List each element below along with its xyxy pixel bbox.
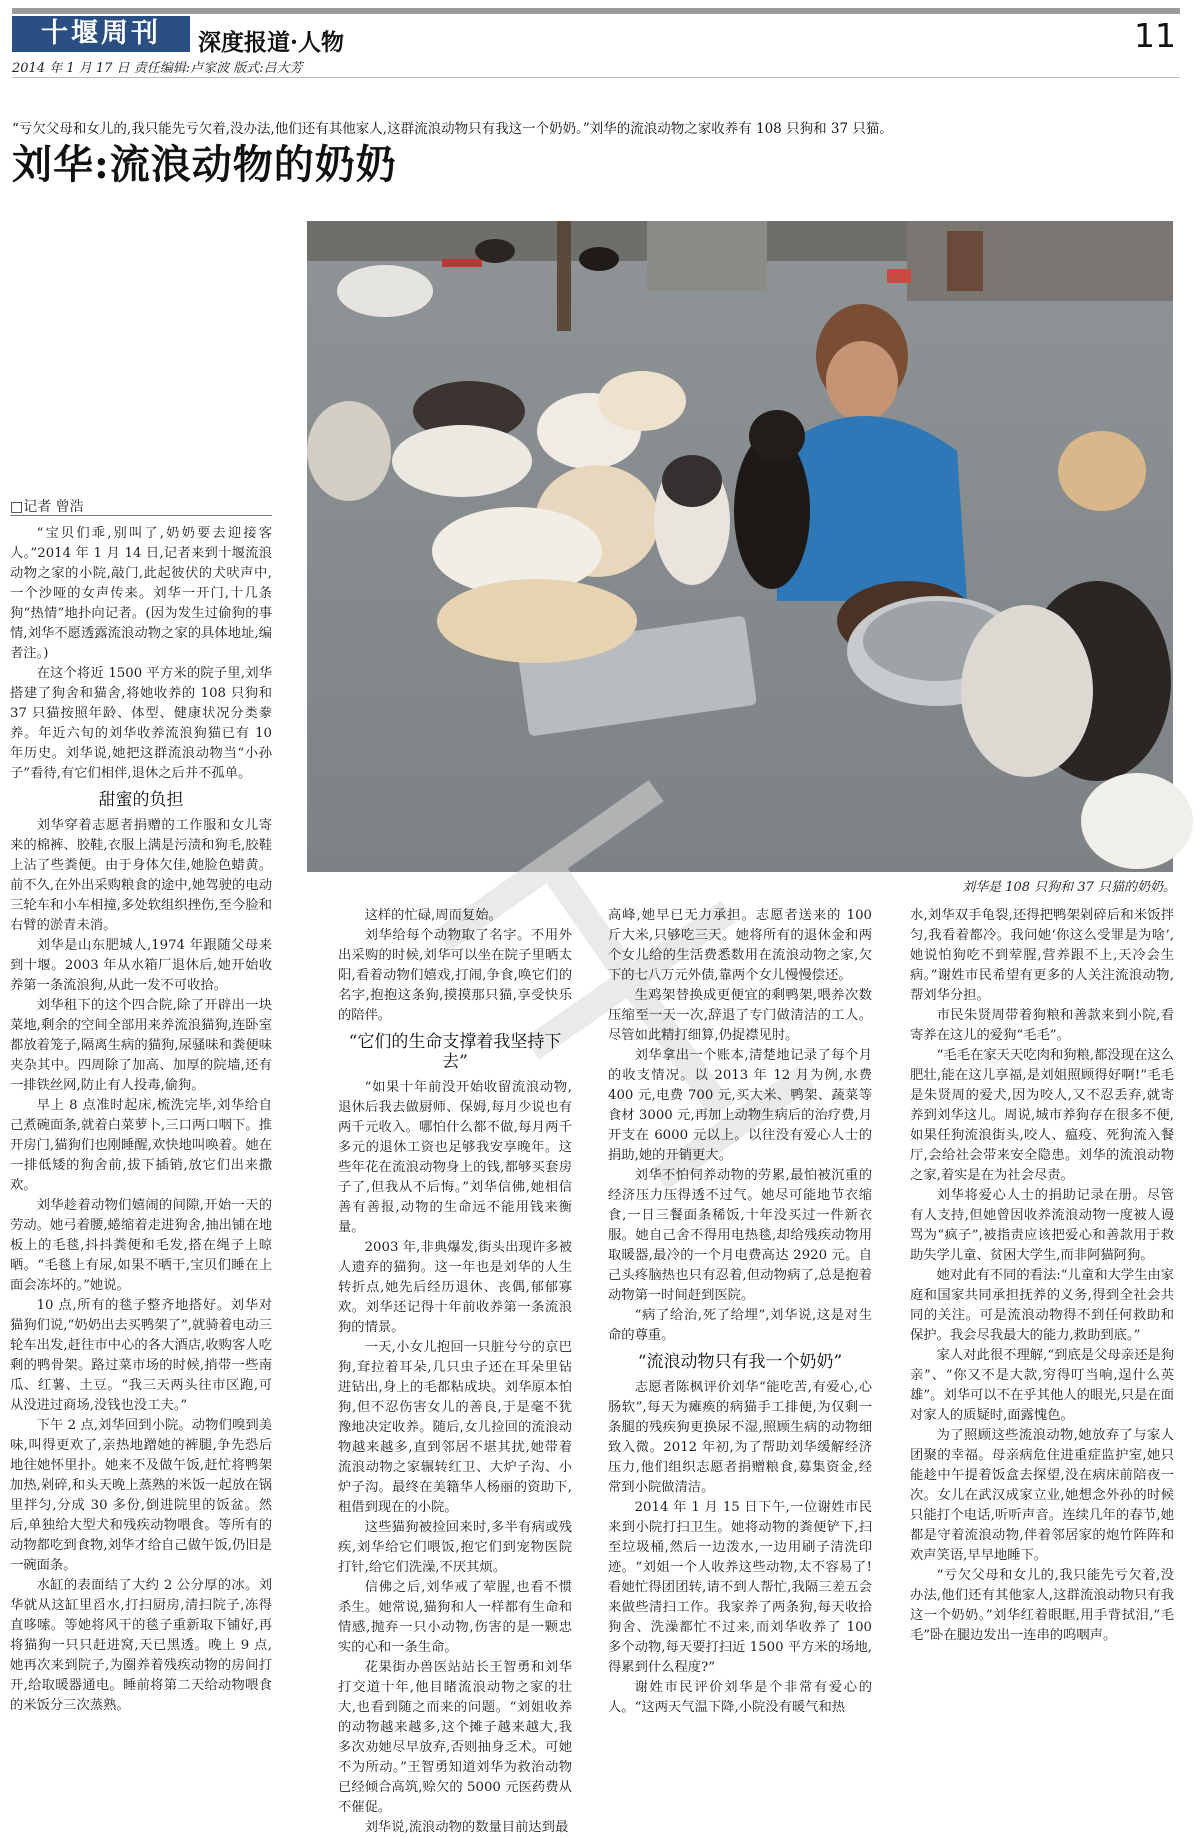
paragraph: 生鸡架替换成更便宜的剩鸭架,喂养次数压缩至一天一次,辞退了专门做清洁的工人。尽管如此精打细算,仍捉襟见肘。 <box>608 988 872 1043</box>
paragraph: 谢姓市民评价刘华是个非常有爱心的人。“这两天气温下降,小院没有暖气和热 <box>608 1680 872 1715</box>
lead-quote: “亏欠父母和女儿的,我只能先亏欠着,没办法,他们还有其他家人,这群流浪动物只有我这一个奶奶。”刘华的流浪动物之家收养有 108 只狗和 37 只猫。 <box>12 121 893 137</box>
subheading: “它们的生命支撑着我坚持下去” <box>348 1032 562 1072</box>
paragraph: 水,刘华双手龟裂,还得把鸭架剁碎后和米饭拌匀,我看着都冷。我问她‘你这么受罪是为啥’,她说怕狗吃不到荤腥,营养跟不上,天冷会生病。”谢姓市民希望有更多的人关注流浪动物,帮刘华分担。 <box>910 908 1174 1003</box>
paragraph: 她对此有不同的看法:“儿童和大学生由家庭和国家共同承担抚养的义务,得到全社会共同的关注。可是流浪动物得不到任何救助和保护。我会尽我最大的能力,救助到底。” <box>910 1268 1174 1343</box>
photo-caption: 刘华是 108 只狗和 37 只猫的奶奶。 <box>962 880 1176 895</box>
paragraph: 10 点,所有的毯子整齐地搭好。刘华对猫狗们说,“奶奶出去买鸭架了”,就骑着电动三轮车出发,赶往市中心的各大酒店,收购客人吃剩的鸭骨架。路过菜市场的时候,捎带一些南瓜、红薯、土豆。“我三天两头往市区跑,可从没进过商场,没钱也没工夫。” <box>10 1298 272 1413</box>
byline-rule <box>10 515 272 516</box>
byline: □记者 曾浩 <box>10 499 84 515</box>
paragraph: 刘华说,流浪动物的数量目前达到最 <box>364 1820 569 1835</box>
paragraph: 刘华穿着志愿者捐赠的工作服和女儿寄来的棉裤、胶鞋,衣服上满是污渍和狗毛,胶鞋上沾了些粪便。由于身体欠佳,她脸色蜡黄。前不久,在外出采购粮食的途中,她驾驶的电动三轮车和小车相撞,多处软组织挫伤,至今脸和右臂的淤青未消。 <box>10 818 272 933</box>
header-rule <box>12 77 1180 78</box>
article-column-1 <box>10 524 272 1713</box>
subheading: 甜蜜的负担 <box>98 790 184 810</box>
paragraph: 刘华拿出一个账本,清楚地记录了每个月的收支情况。以 2013 年 12 月为例,水费 400 元,电费 700 元,买大米、鸭架、蔬菜等食材 3000 元,再加上动物生病后的治疗费,月开支在 6000 元以上。以往没有爱心人士的捐助,她的开销更大。 <box>608 1048 872 1163</box>
top-rule <box>12 8 1180 14</box>
paragraph: 信佛之后,刘华戒了荤腥,也看不惯杀生。她常说,猫狗和人一样都有生命和情感,抛弃一只小动物,伤害的是一颗忠实的心和一条生命。 <box>338 1580 572 1655</box>
issue-line: 2014 年 1 月 17 日 责任编辑:卢家波 版式:吕大芳 <box>12 61 303 76</box>
page-number: 11 <box>1134 16 1176 55</box>
paragraph: “宝贝们乖,别叫了,奶奶要去迎接客人。”2014 年 1 月 14 日,记者来到十堰流浪动物之家的小院,敲门,此起彼伏的犬吠声中,一个沙哑的女声传来。刘华一开门,十几条狗“热情”地扑向记者。(因为发生过偷狗的事情,刘华不愿透露流浪动物之家的具体地址,编者注。) <box>10 526 272 661</box>
article-column-4 <box>910 906 1174 1704</box>
paragraph: 水缸的表面结了大约 2 公分厚的冰。刘华就从这缸里舀水,打扫厨房,清扫院子,冻得直哆嗦。等她将风干的毯子重新取下铺好,再将猫狗一只只赶进窝,天已黑透。晚上 9 点,她再次来到院子,为圈养着残疾动物的房间打开,给取暖器通电。睡前将第二天给动物喂食的米饭分三次蒸熟。 <box>10 1578 272 1713</box>
paragraph: 这些猫狗被捡回来时,多半有病或残疾,刘华给它们喂饭,抱它们到宠物医院打针,给它们洗澡,不厌其烦。 <box>338 1520 572 1575</box>
paragraph: 为了照顾这些流浪动物,她放弃了与家人团聚的幸福。母亲病危住进重症监护室,她只能趁中午提着饭盒去探望,没在病床前陪夜一次。女儿在武汉成家立业,她想念外孙的时候只能打个电话,听听声音。连续几年的春节,她都是守着流浪动物,伴着邻居家的炮竹阵阵和欢声笑语,早早地睡下。 <box>910 1428 1174 1563</box>
paragraph: “亏欠父母和女儿的,我只能先亏欠着,没办法,他们还有其他家人,这群流浪动物只有我这一个奶奶。”刘华红着眼眶,用手背拭泪,“毛毛”卧在腿边发出一连串的呜咽声。 <box>910 1568 1174 1643</box>
paragraph: 花果街办兽医站站长王智勇和刘华打交道十年,他目睹流浪动物之家的壮大,也看到随之而来的问题。“刘姐收养的动物越来越多,这个摊子越来越大,我多次劝她尽早放弃,否则抽身乏术。可她不为所动。”王智勇知道刘华为救治动物已经倾合高筑,赊欠的 5000 元医药费从不催促。 <box>338 1660 572 1815</box>
paragraph: 刘华租下的这个四合院,除了开辟出一块菜地,剩余的空间全部用来养流浪猫狗,连卧室都放着笼子,隔离生病的猫狗,尿骚味和粪便味夹杂其中。四周除了加高、加厚的院墙,还有一排铁丝网,防止有人投毒,偷狗。 <box>10 998 272 1093</box>
paragraph: “病了给治,死了给埋”,刘华说,这是对生命的尊重。 <box>608 1308 872 1343</box>
section-title: 深度报道·人物 <box>198 29 345 56</box>
paragraph: 家人对此很不理解,“到底是父母亲还是狗亲”、“你又不是大款,穷得叮当响,逞什么英雄”。刘华可以不在乎其他人的眼光,只是在面对家人的质疑时,面露愧色。 <box>910 1348 1174 1423</box>
paragraph: 在这个将近 1500 平方米的院子里,刘华搭建了狗舍和猫舍,将她收养的 108 只狗和 37 只猫按照年龄、体型、健康状况分类豢养。年近六旬的刘华收养流浪狗猫已有 10 年历史。刘华说,她把这群流浪动物当“小孙子”看待,有它们相伴,退休之后并不孤单。 <box>10 666 272 781</box>
paragraph: 刘华是山东肥城人,1974 年跟随父母来到十堰。2003 年从水箱厂退休后,她开始收养第一条流浪狗,从此一发不可收拾。 <box>10 938 272 993</box>
article-column-3 <box>608 906 872 1715</box>
paragraph: 2003 年,非典爆发,街头出现许多被人遗弃的猫狗。这一年也是刘华的人生转折点,她先后经历退休、丧偶,郁郁寡欢。刘华还记得十年前收养第一条流浪狗的情景。 <box>338 1240 572 1335</box>
article-column-2 <box>338 906 572 1835</box>
paragraph: 2014 年 1 月 15 日下午,一位谢姓市民来到小院打扫卫生。她将动物的粪便铲下,扫至垃圾桶,然后一边泼水,一边用刷子清洗印迹。“刘姐一个人收养这些动物,太不容易了!看她忙得团团转,请不到人帮忙,我隔三差五会来做些清扫工作。我家养了两条狗,每天收拾狗舍、洗澡都忙不过来,而刘华收养了 100 多个动物,每天要打扫近 1500 平方米的场地,得累到什么程度?” <box>608 1500 872 1675</box>
paragraph: “毛毛在家天天吃肉和狗粮,都没现在这么肥壮,能在这儿享福,是刘姐照顾得好啊!”毛毛是朱贤周的爱犬,因为咬人,又不忍丢弃,就寄养到刘华这儿。周说,城市养狗存在很多不便,如果任狗流浪街头,咬人、瘟疫、死狗流入餐厅,会给社会带来安全隐患。刘华的流浪动物之家,着实是在为社会尽责。 <box>910 1048 1174 1183</box>
paragraph: 刘华不怕伺养动物的劳累,最怕被沉重的经济压力压得透不过气。她尽可能地节衣缩食,一日三餐面条稀饭,十年没买过一件新衣服。她自己舍不得用电热毯,却给残疾动物用取暖器,最冷的一个月电费高达 2920 元。自己头疼脑热也只有忍着,但动物病了,总是抱着动物第一时间赶到医院。 <box>608 1168 872 1303</box>
paragraph: 早上 8 点准时起床,梳洗完毕,刘华给自己煮碗面条,就着白菜萝卜,三口两口咽下。推开房门,猫狗们也刚睡醒,欢快地叫唤着。她在一排低矮的狗舍前,拔下插销,放它们出来撒欢。 <box>10 1098 272 1193</box>
article-photo <box>307 221 1173 872</box>
paragraph: 下午 2 点,刘华回到小院。动物们嗅到美味,叫得更欢了,亲热地蹭她的裤腿,争先恐后地往她怀里扑。她来不及做午饭,赶忙将鸭架加热,剁碎,和头天晚上蒸熟的米饭一起放在锅里拌匀,分成 30 多份,倒进院里的饭盆。然后,单独给大型犬和残疾动物喂食。等所有的动物都吃到食物,刘华才给自己做午饭,仍旧是一碗面条。 <box>10 1418 272 1573</box>
paragraph: 一天,小女儿抱回一只脏兮兮的京巴狗,耷拉着耳朵,几只虫子还在耳朵里钻进钻出,身上的毛都粘成块。刘华原本怕狗,但不忍伤害女儿的善良,于是毫不犹豫地决定收养。随后,女儿捡回的流浪动物越来越多,直到邻居不堪其扰,她带着流浪动物之家辗转红卫、大炉子沟、小炉子沟。最终在美籍华人杨丽的资助下,租借到现在的小院。 <box>338 1340 572 1515</box>
paragraph: 志愿者陈枫评价刘华“能吃苦,有爱心,心肠软”,每天为瘫痪的病猫手工排便,为仅剩一条腿的残疾狗更换尿不湿,照顾生病的动物细致入微。2012 年初,为了帮助刘华缓解经济压力,他们组织志愿者捐赠粮食,募集资金,经常到小院做清洁。 <box>608 1380 872 1495</box>
paragraph: “如果十年前没开始收留流浪动物,退休后我去做厨师、保姆,每月少说也有两千元收入。哪怕什么都不做,每月两千多元的退休工资也足够我安享晚年。这些年花在流浪动物身上的钱,都够买套房子了,但我从不后悔。”刘华信佛,她相信善有善报,动物的生命远不能用钱来衡量。 <box>338 1080 572 1235</box>
paragraph: 刘华将爱心人士的捐助记录在册。尽管有人支持,但她曾因收养流浪动物一度被人谩骂为“疯子”,被指责应该把爱心和善款用于救助失学儿童、贫困大学生,而非阿猫阿狗。 <box>910 1188 1174 1263</box>
masthead: 十堰周刊 <box>12 16 190 52</box>
paragraph: 刘华趁着动物们嬉闹的间隙,开始一天的劳动。她弓着腰,蜷缩着走进狗舍,抽出铺在地板上的毛毯,抖抖粪便和毛发,搭在绳子上晾晒。“毛毯上有尿,如果不晒干,宝贝们睡在上面会冻坏的。”她说。 <box>10 1198 272 1293</box>
photo-illustration <box>307 221 1173 872</box>
paragraph: 刘华给每个动物取了名字。不用外出采购的时候,刘华可以坐在院子里晒太阳,看着动物们嬉戏,打闹,争食,唤它们的名字,抱抱这条狗,摸摸那只猫,享受快乐的陪伴。 <box>338 928 572 1023</box>
subheading: “流浪动物只有我一个奶奶” <box>637 1352 843 1372</box>
headline: 刘华:流浪动物的奶奶 <box>12 141 397 188</box>
paragraph: 市民朱贤周带着狗粮和善款来到小院,看寄养在这儿的爱狗“毛毛”。 <box>910 1008 1174 1043</box>
paragraph: 高峰,她早已无力承担。志愿者送来的 100 斤大米,只够吃三天。她将所有的退休金和两个女儿给的生活费悉数用在流浪动物之家,欠下的七八万元外债,靠两个女儿慢慢偿还。 <box>608 908 872 983</box>
paragraph: 这样的忙碌,周而复始。 <box>364 908 502 923</box>
